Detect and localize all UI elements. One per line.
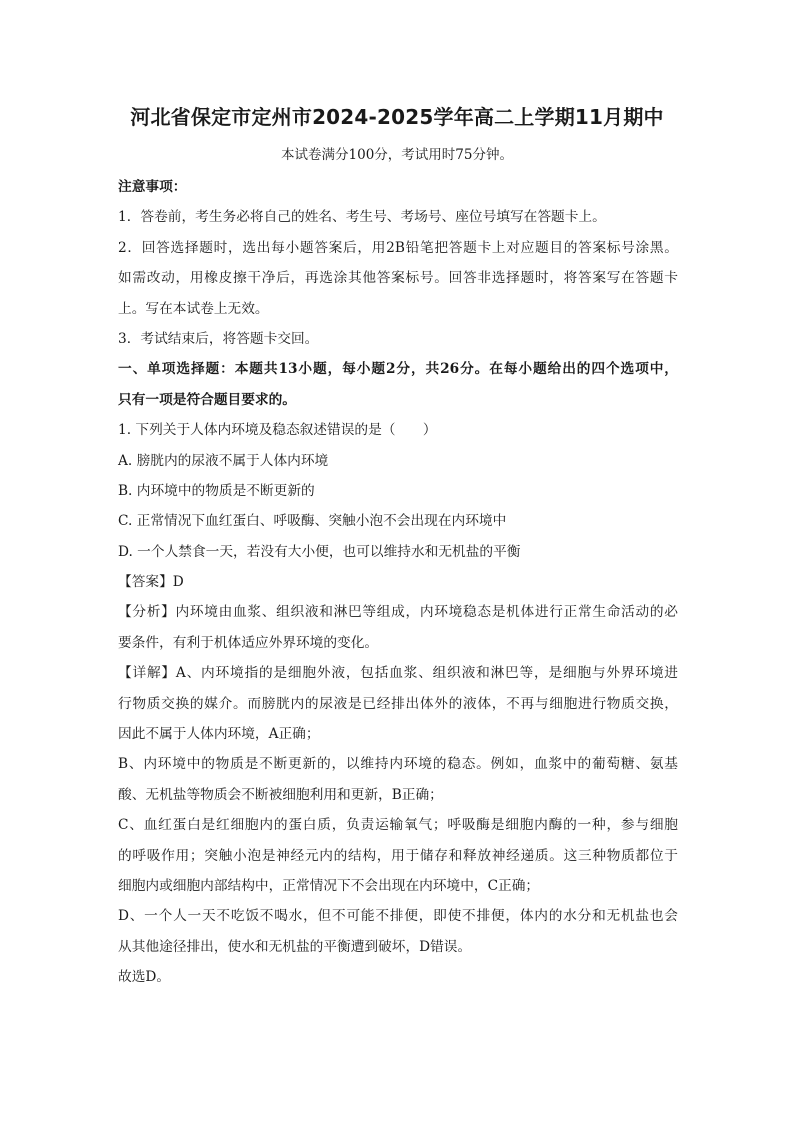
answer-value: D (172, 574, 184, 591)
question-1-option-c: C. 正常情况下血红蛋白、呼吸酶、突触小泡不会出现在内环境中 (118, 513, 507, 530)
notice-line-1: 1．答卷前，考生务必将自己的姓名、考生号、考场号、座位号填写在答题卡上。 (118, 209, 606, 226)
detail-line-2: 行物质交换的媒介。而膀胱内的尿液是已经排出体外的液体，不再与细胞进行物质交换， (118, 695, 678, 712)
answer-line (118, 567, 678, 597)
detail-line-7: 的呼吸作用；突触小泡是神经元内的结构，用于储存和释放神经递质。这三种物质都位于 (118, 847, 678, 864)
document-body (118, 172, 678, 993)
detail-line-9: D、一个人一天不吃饭不喝水，但不可能不排便，即使不排便，体内的水分和无机盐也会 (118, 908, 678, 925)
detail-line-10: 从其他途径排出，使水和无机盐的平衡遭到破坏，D错误。 (118, 938, 472, 955)
question-1-option-d: D. 一个人禁食一天，若没有大小便，也可以维持水和无机盐的平衡 (118, 543, 521, 560)
detail-line-6: C、血红蛋白是红细胞内的蛋白质，负责运输氧气；呼吸酶是细胞内酶的一种，参与细胞 (118, 817, 678, 834)
section-heading-line-1: 一、单项选择题：本题共13小题，每小题2分，共26分。在每小题给出的四个选项中， (118, 361, 678, 378)
notice-line-2: 2．回答选择题时，选出每小题答案后，用2B铅笔把答题卡上对应题目的答案标号涂黑。 (118, 239, 678, 256)
notice-line-5: 3．考试结束后，将答题卡交回。 (118, 330, 319, 347)
page-title: 河北省保定市定州市2024-2025学年高二上学期11月期中 (130, 105, 664, 129)
question-1-option-b: B. 内环境中的物质是不断更新的 (118, 482, 315, 499)
detail-line-4: B、内环境中的物质是不断更新的，以维持内环境的稳态。例如，血浆中的葡萄糖、氨基 (118, 756, 678, 773)
question-1-stem: 1. 下列关于人体内环境及稳态叙述错误的是（ ） (118, 422, 437, 439)
detail-line-1 (118, 658, 678, 688)
answer-label: 【答案】 (118, 574, 173, 591)
question-1-option-a: A. 膀胱内的尿液不属于人体内环境 (118, 452, 329, 469)
analysis-text-1: 内环境由血浆、组织液和淋巴等组成，内环境稳态是机体进行正常生命活动的必 (175, 604, 678, 621)
analysis-line-1 (118, 597, 678, 627)
analysis-line-2: 要条件，有利于机体适应外界环境的变化。 (118, 634, 379, 651)
detail-label: 【详解】 (118, 665, 176, 682)
notice-line-4: 上。写在本试卷上无效。 (118, 300, 269, 317)
notice-heading: 注意事项： (118, 179, 187, 195)
notice-line-3: 如需改动，用橡皮擦干净后，再选涂其他答案标号。回答非选择题时，将答案写在答题卡 (118, 270, 678, 287)
exam-info-subtitle: 本试卷满分100分，考试用时75分钟。 (281, 147, 513, 163)
detail-line-3: 因此不属于人体内环境，A正确； (118, 726, 320, 743)
detail-line-5: 酸、无机盐等物质会不断被细胞利用和更新，B正确； (118, 786, 443, 803)
conclusion-line: 故选D。 (118, 969, 171, 986)
analysis-label: 【分析】 (118, 604, 176, 621)
detail-line-8: 细胞内或细胞内部结构中，正常情况下不会出现在内环境中，C正确； (118, 877, 540, 894)
section-heading-line-2: 只有一项是符合题目要求的。 (118, 391, 296, 408)
detail-text-1: A、内环境指的是细胞外液，包括血浆、组织液和淋巴等，是细胞与外界环境进 (175, 665, 678, 682)
